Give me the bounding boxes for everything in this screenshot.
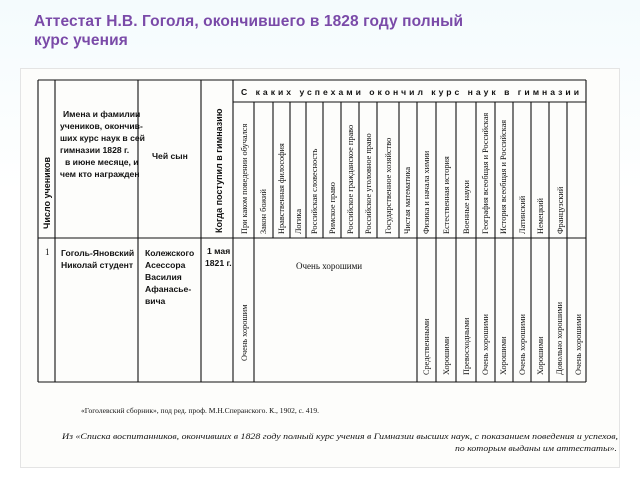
- row-grade: Хорошими: [536, 336, 545, 375]
- row-whose-son-line: Колежского: [145, 248, 195, 258]
- header-names-line: чем кто награжден: [60, 169, 140, 179]
- footer-caption-line-2: по которым выданы им аттестаты».: [455, 444, 617, 453]
- header-names-line: Имена и фамилии: [63, 109, 141, 119]
- subject-header: Логика: [294, 209, 303, 234]
- row-whose-son-line: Асессора: [145, 260, 186, 270]
- subject-header: Военные науки: [462, 180, 471, 234]
- header-top-title: С каких успехами окончил курс наук в гимназии: [241, 87, 579, 97]
- source-note: «Гоголевский сборник», под ред. проф. М.Н.Сперанского. К., 1902, с. 419.: [81, 408, 320, 415]
- row-entered-line: 1821 г.: [205, 258, 232, 268]
- subject-header: Закон божий: [259, 189, 268, 234]
- subject-header: Римское право: [328, 182, 337, 234]
- subject-header: Российское гражданское право: [346, 124, 355, 234]
- row-span-grade: Очень хорошими: [296, 261, 363, 271]
- slide-title-line-2: курс учения: [34, 32, 128, 49]
- row-behavior-grade: Очень хорошим: [240, 304, 249, 361]
- header-names-line: в июне месяце, и: [65, 157, 139, 167]
- subject-header: При каком поведении обучался: [240, 123, 249, 234]
- subject-header: Естественная история: [442, 156, 451, 234]
- row-entered: [205, 246, 232, 268]
- subject-header: Нравственная философия: [277, 143, 286, 234]
- row-whose-son: [145, 248, 194, 306]
- subject-header: Французский: [556, 186, 565, 234]
- subject-header: География всеобщая и Российская: [481, 112, 490, 234]
- subject-header: Российская словесность: [310, 148, 319, 234]
- slide-title: [34, 12, 624, 50]
- header-when-entered: Когда поступил в гимназию: [214, 108, 224, 233]
- header-names-line: учеников, окончив-: [60, 121, 143, 131]
- row-whose-son-line: Афанасье-: [145, 284, 192, 294]
- subject-header: Латинский: [518, 195, 527, 234]
- row-whose-son-line: Василия: [145, 272, 182, 282]
- row-grade: Очень хорошими: [481, 314, 490, 375]
- header-whose-son: Чей сын: [152, 151, 188, 161]
- header-number-column: Число учеников: [42, 156, 52, 229]
- subject-header: Чистая математика: [403, 166, 412, 234]
- subject-headers: [240, 113, 565, 234]
- subject-header: Физика и начала химии: [422, 150, 431, 234]
- header-names-column: [60, 109, 145, 179]
- row-number: 1: [45, 247, 50, 257]
- footer-caption-line-1: Из «Списка воспитанников, окончивших в 1828 году полный курс учения в Гимназии высших наук, с показанием поведения и успехов,: [60, 432, 619, 441]
- certificate-document: [21, 69, 619, 467]
- slide-title-line-1: Аттестат Н.В. Гоголя, окончившего в 1828 году полный: [34, 13, 464, 30]
- row-student-name: [61, 248, 134, 270]
- row-grade: Превосходными: [462, 317, 471, 375]
- certificate-table: [21, 69, 619, 467]
- row-grade: Очень хорошими: [518, 314, 527, 375]
- row-grade: Хорошими: [442, 336, 451, 375]
- row-entered-line: 1 мая: [207, 246, 231, 256]
- subject-header: Российское уголовное право: [364, 133, 373, 234]
- row-grade: Хорошими: [499, 336, 508, 375]
- subject-header: История всеобщая и Российская: [499, 119, 508, 234]
- row-whose-son-line: вича: [145, 296, 166, 306]
- row-grade: Средственными: [422, 318, 431, 375]
- header-names-line: ших курс наук в сей: [60, 133, 145, 143]
- row-name-line: Николай студент: [61, 260, 134, 270]
- header-names-line: гимназии 1828 г.: [60, 145, 130, 155]
- row-grade: Довольно хорошими: [555, 301, 564, 375]
- subject-header: Немецкий: [536, 198, 545, 234]
- row-grade: Очень хорошими: [574, 314, 583, 375]
- subject-header: Государственное хозяйство: [384, 137, 393, 234]
- row-subject-grades: [422, 301, 583, 375]
- row-name-line: Гоголь-Яновский: [61, 248, 135, 258]
